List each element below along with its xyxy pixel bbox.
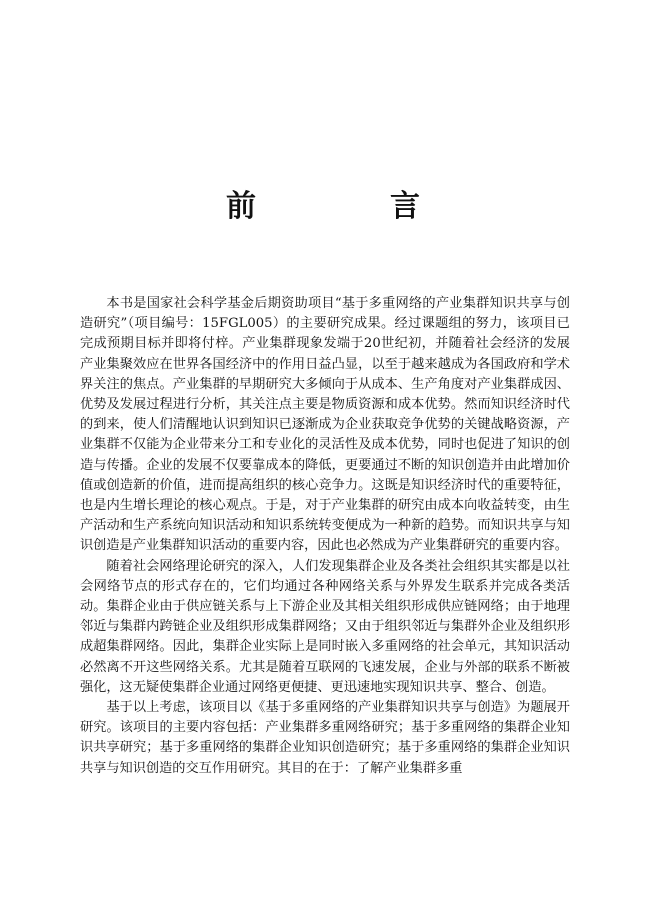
paragraph: 基于以上考虑，该项目以《基于多重网络的产业集群知识共享与创造》为题展开研究。该项目的主要内容包括：产业集群多重网络研究；基于多重网络的集群企业知识共享研究；基于多重网络的集群企业知识创造研究；基于多重网络的集群企业知识共享与知识创造的交互作用研究。其目的在于：了解产业集群多重 (80, 700, 570, 776)
preface-body (80, 294, 570, 779)
paragraph: 随着社会网络理论研究的深入，人们发现集群企业及各类社会组织其实都是以社会网络节点的形式存在的，它们均通过各种网络关系与外界发生联系并完成各类活动。集群企业由于供应链关系与上下游企业及其相关组织形成供应链网络；由于地理邻近与集群内跨链企业及组织形成集群网络；又由于组织邻近与集群外企业及组织形成超集群网络。因此，集群企业实际上是同时嵌入多重网络的社会单元，其知识活动必然离不开这些网络关系。尤其是随着互联网的飞速发展，企业与外部的联系不断被强化，这无疑使集群企业通过网络更便捷、更迅速地实现知识共享、整合、创造。 (80, 558, 570, 695)
page-title: 前 言 (226, 189, 472, 224)
paragraph: 本书是国家社会科学基金后期资助项目“基于多重网络的产业集群知识共享与创造研究”（项目编号：15FGL005）的主要研究成果。经过课题组的努力，该项目已完成预期目标并即将付梓。产业集群现象发端于20世纪初，并随着社会经济的发展产业集聚效应在世界各国经济中的作用日益凸显，以至于越来越成为各国政府和学术界关注的焦点。产业集群的早期研究大多倾向于从成本、生产角度对产业集群成因、优势及发展过程进行分析，其关注点主要是物质资源和成本优势。然而知识经济时代的到来，使人们清醒地认识到知识已逐渐成为企业获取竞争优势的关键战略资源，产业集群不仅能为企业带来分工和专业化的灵活性及成本优势，同时也促进了知识的创造与传播。企业的发展不仅要靠成本的降低，更要通过不断的知识创造并由此增加价值或创造新的价值，进而提高组织的核心竞争力。这既是知识经济时代的重要特征，也是内生增长理论的核心观点。于是，对于产业集群的研究由成本向收益转变，由生产活动和生产系统向知识活动和知识系统转变便成为一种新的趋势。而知识共享与知识创造是产业集群知识活动的重要内容，因此也必然成为产业集群研究的重要内容。 (80, 296, 570, 554)
